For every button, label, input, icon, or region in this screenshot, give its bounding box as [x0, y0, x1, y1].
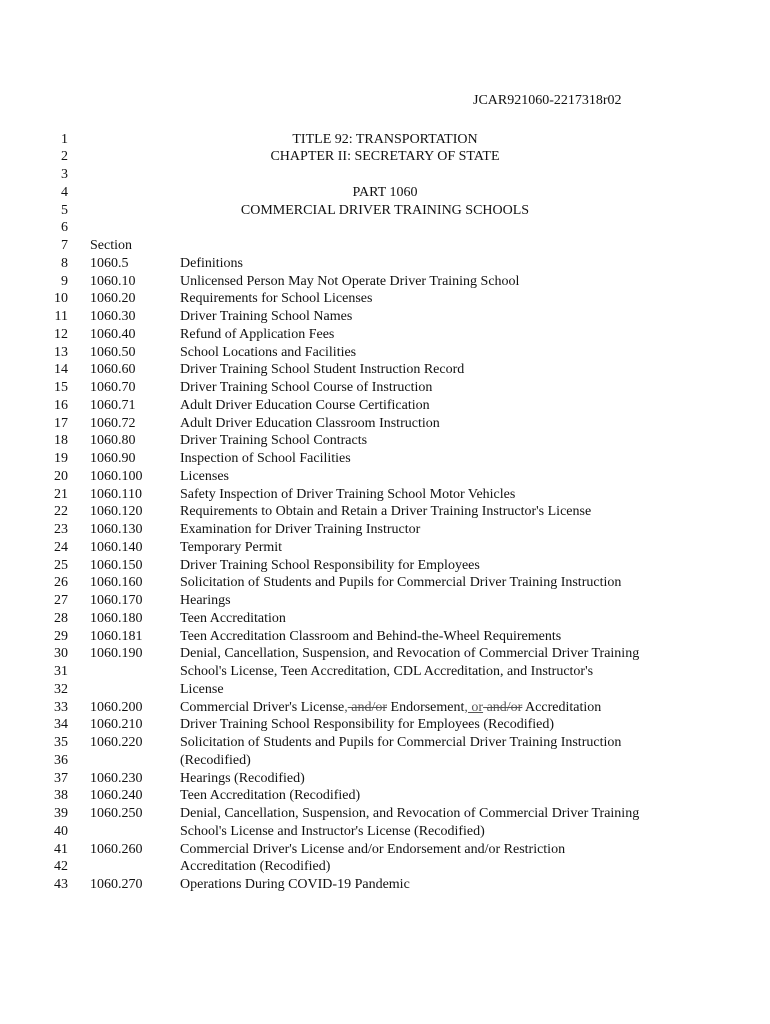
struck-text: and/or	[483, 699, 523, 715]
line-number: 23	[54, 522, 68, 537]
line-number: 39	[54, 806, 68, 821]
section-title: Driver Training School Responsibility for Employees	[180, 557, 480, 573]
title-fragment: Commercial Driver's License	[180, 699, 345, 715]
document-line	[0, 699, 770, 717]
section-number: 1060.210	[90, 717, 143, 733]
section-number: 1060.20	[90, 291, 136, 307]
document-line	[0, 716, 770, 734]
document-line	[0, 503, 770, 521]
section-number: 1060.110	[90, 486, 142, 502]
section-number: 1060.90	[90, 451, 136, 466]
line-number: 18	[54, 433, 68, 449]
document-line	[0, 876, 770, 894]
section-number: 1060.71	[90, 397, 136, 413]
line-number: 25	[54, 557, 68, 573]
section-title: Driver Training School Responsibility for Employees (Recodified)	[180, 717, 555, 733]
inserted-text: ,	[344, 699, 348, 715]
document-line	[0, 645, 770, 663]
line-number: 21	[54, 486, 68, 502]
line-number: 17	[54, 415, 68, 431]
document-line	[0, 841, 770, 859]
section-number: 1060.70	[90, 380, 136, 395]
line-number: 13	[54, 344, 68, 360]
line-number: 41	[54, 841, 68, 857]
section-number: 1060.150	[90, 557, 143, 573]
section-number: 1060.60	[90, 362, 136, 378]
section-number: 1060.40	[90, 326, 136, 342]
document-line	[0, 752, 770, 770]
section-title: Solicitation of Students and Pupils for Commercial Driver Training Instruction	[180, 575, 622, 591]
section-number: 1060.120	[90, 504, 143, 520]
section-title-amended	[180, 699, 601, 717]
document-line	[0, 237, 770, 255]
section-column-label: Section	[90, 238, 132, 253]
section-title: Hearings	[180, 593, 231, 608]
section-title: Safety Inspection of Driver Training School Motor Vehicles	[180, 486, 516, 502]
section-number: 1060.72	[90, 415, 136, 431]
section-number: 1060.100	[90, 468, 143, 484]
section-number: 1060.200	[90, 699, 143, 715]
section-title: Teen Accreditation (Recodified)	[180, 788, 361, 804]
document-line	[0, 610, 770, 628]
document-line	[0, 574, 770, 592]
line-number: 35	[54, 735, 68, 750]
title-fragment: Accreditation	[522, 699, 602, 715]
section-number: 1060.180	[90, 610, 143, 626]
section-title: Adult Driver Education Classroom Instruction	[180, 415, 440, 431]
document-line	[0, 557, 770, 575]
section-title: Teen Accreditation	[180, 610, 286, 626]
section-number: 1060.50	[90, 344, 136, 360]
line-number: 9	[61, 273, 68, 289]
document-line	[0, 539, 770, 557]
section-title: Solicitation of Students and Pupils for Commercial Driver Training Instruction	[180, 735, 622, 750]
title-fragment: Endorsement	[387, 699, 465, 715]
section-title: Definitions	[180, 255, 243, 271]
section-title-continued: School's License, Teen Accreditation, CDL Accreditation, and Instructor's	[180, 664, 594, 679]
section-number: 1060.220	[90, 735, 143, 750]
document-line	[0, 450, 770, 468]
section-number: 1060.240	[90, 788, 143, 804]
document-line	[0, 166, 770, 184]
section-number: 1060.5	[90, 255, 129, 271]
section-title: Requirements for School Licenses	[180, 291, 373, 307]
document-line	[0, 379, 770, 397]
document-line	[0, 628, 770, 646]
document-line	[0, 681, 770, 699]
section-number: 1060.170	[90, 593, 143, 608]
document-line	[0, 184, 770, 202]
section-title: Driver Training School Names	[180, 309, 353, 324]
section-number: 1060.250	[90, 806, 143, 821]
document-line	[0, 255, 770, 273]
document-line	[0, 219, 770, 237]
document-line	[0, 592, 770, 610]
line-number: 1	[61, 131, 68, 147]
line-number: 24	[54, 539, 68, 555]
line-number: 31	[54, 664, 68, 679]
section-title-continued: Accreditation (Recodified)	[180, 859, 331, 875]
section-number: 1060.270	[90, 877, 143, 892]
document-line	[0, 308, 770, 326]
part-name-heading: COMMERCIAL DRIVER TRAINING SCHOOLS	[240, 202, 530, 218]
document-line	[0, 415, 770, 433]
document-id: JCAR921060-2217318r02	[473, 93, 622, 108]
section-title: Denial, Cancellation, Suspension, and Revocation of Commercial Driver Training	[180, 646, 640, 662]
section-title: Denial, Cancellation, Suspension, and Revocation of Commercial Driver Training	[180, 806, 640, 821]
line-number: 43	[54, 877, 68, 892]
line-number: 26	[54, 575, 68, 591]
section-title: Operations During COVID-19 Pandemic	[180, 877, 410, 892]
section-title: Unlicensed Person May Not Operate Driver Training School	[180, 273, 520, 289]
section-number: 1060.30	[90, 309, 136, 324]
section-number: 1060.160	[90, 575, 143, 591]
section-title: Adult Driver Education Course Certification	[180, 397, 430, 413]
line-number: 6	[61, 220, 68, 236]
section-title: Driver Training School Course of Instruction	[180, 380, 433, 395]
document-line	[0, 823, 770, 841]
section-title: Commercial Driver's License and/or Endorsement and/or Restriction	[180, 841, 566, 857]
line-number: 2	[61, 149, 68, 165]
section-title: Driver Training School Student Instruction Record	[180, 362, 465, 378]
line-number: 29	[54, 628, 68, 644]
line-number: 30	[54, 646, 68, 662]
section-title-continued: School's License and Instructor's License (Recodified)	[180, 823, 485, 839]
section-title: Teen Accreditation Classroom and Behind-the-Wheel Requirements	[180, 628, 562, 644]
part-heading: PART 1060	[352, 184, 418, 200]
document-line	[0, 361, 770, 379]
document-line	[0, 290, 770, 308]
section-title: School Locations and Facilities	[180, 344, 357, 360]
document-line	[0, 787, 770, 805]
line-number: 16	[54, 397, 68, 413]
document-line	[0, 858, 770, 876]
line-number: 3	[61, 167, 68, 182]
line-number: 19	[54, 451, 68, 466]
section-title-continued: (Recodified)	[180, 752, 251, 768]
line-number: 8	[61, 255, 68, 271]
document-line	[0, 486, 770, 504]
section-number: 1060.130	[90, 522, 143, 537]
document-line	[0, 397, 770, 415]
line-number: 42	[54, 859, 68, 875]
line-number: 15	[54, 380, 68, 395]
document-line	[0, 131, 770, 149]
line-number: 36	[54, 752, 68, 768]
document-line	[0, 770, 770, 788]
line-number: 5	[61, 202, 68, 218]
title-heading: TITLE 92: TRANSPORTATION	[292, 131, 478, 147]
line-number: 10	[54, 291, 68, 307]
document-line	[0, 468, 770, 486]
document-line	[0, 202, 770, 220]
document-line	[0, 734, 770, 752]
document-line	[0, 663, 770, 681]
line-number: 20	[54, 468, 68, 484]
section-title: Hearings (Recodified)	[180, 770, 305, 786]
document-line	[0, 273, 770, 291]
section-number: 1060.190	[90, 646, 143, 662]
chapter-heading: CHAPTER II: SECRETARY OF STATE	[270, 149, 500, 165]
inserted-text: , or	[464, 699, 484, 715]
line-number: 28	[54, 610, 68, 626]
document-line	[0, 805, 770, 823]
section-number: 1060.140	[90, 539, 143, 555]
section-number: 1060.80	[90, 433, 136, 449]
section-title: Refund of Application Fees	[180, 326, 335, 342]
line-number: 12	[54, 326, 68, 342]
document-line	[0, 521, 770, 539]
line-number: 27	[54, 593, 68, 608]
line-number: 7	[61, 238, 68, 253]
line-number: 37	[54, 770, 68, 786]
line-number: 33	[54, 699, 68, 715]
section-title: Inspection of School Facilities	[180, 451, 351, 466]
section-title: Temporary Permit	[180, 539, 283, 555]
line-number: 14	[54, 362, 68, 378]
section-number: 1060.10	[90, 273, 136, 289]
section-title: Requirements to Obtain and Retain a Driver Training Instructor's License	[180, 504, 592, 520]
section-title-continued: License	[180, 681, 224, 697]
line-number: 32	[54, 681, 68, 697]
line-number: 40	[54, 823, 68, 839]
section-number: 1060.181	[90, 628, 143, 644]
document-line	[0, 326, 770, 344]
document-line	[0, 148, 770, 166]
line-number: 11	[54, 309, 68, 324]
line-number: 38	[54, 788, 68, 804]
line-number: 4	[61, 184, 68, 200]
document-line	[0, 432, 770, 450]
section-number: 1060.230	[90, 770, 143, 786]
section-title: Examination for Driver Training Instructor	[180, 522, 421, 537]
document-line	[0, 344, 770, 362]
section-number: 1060.260	[90, 841, 143, 857]
section-title: Licenses	[180, 468, 229, 484]
line-number: 34	[54, 717, 68, 733]
line-number: 22	[54, 504, 68, 520]
section-title: Driver Training School Contracts	[180, 433, 368, 449]
struck-text: and/or	[347, 699, 388, 715]
